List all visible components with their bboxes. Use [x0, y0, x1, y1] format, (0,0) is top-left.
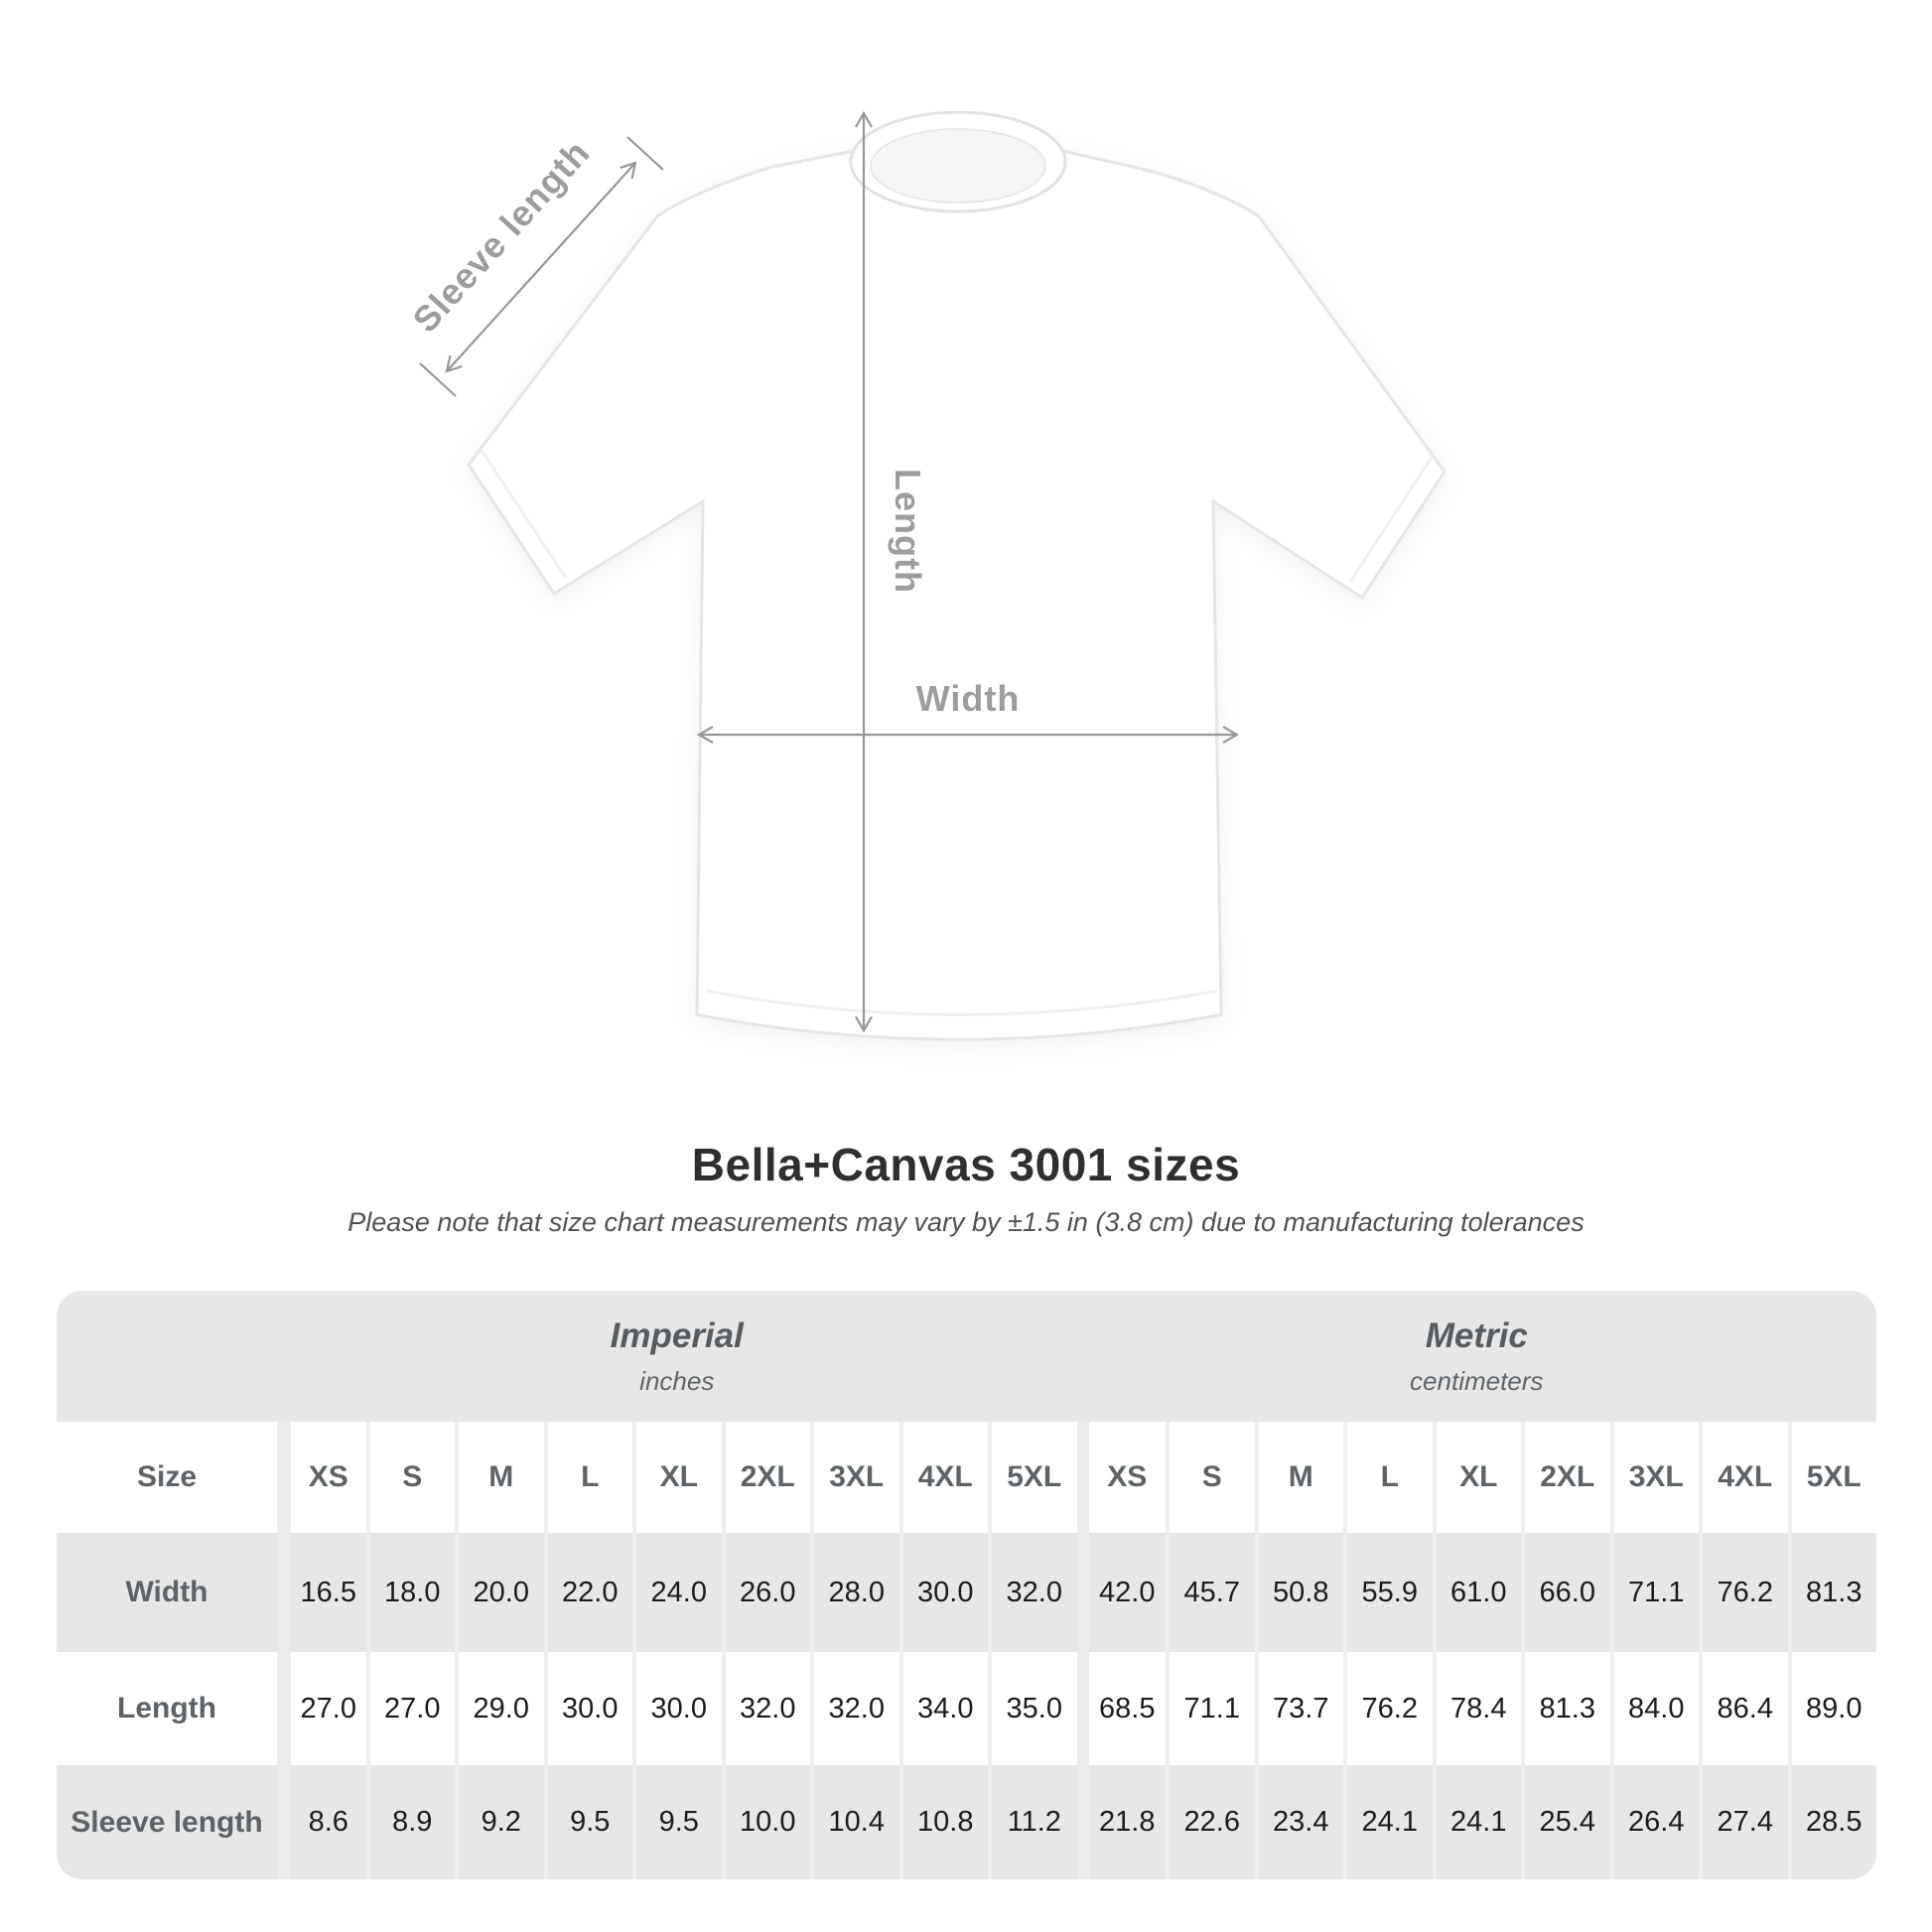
value-cell: 27.0	[366, 1652, 456, 1765]
value-cell: 50.8	[1255, 1533, 1344, 1652]
width-label: Width	[915, 678, 1021, 719]
page-subtitle: Please note that size chart measurements may vary by ±1.5 in (3.8 cm) due to manufacturing tolerances	[347, 1207, 1585, 1237]
group-unit: centimeters	[1410, 1365, 1544, 1396]
value-cell: 30.0	[632, 1652, 722, 1765]
group-name: Metric	[1425, 1315, 1528, 1355]
size-header-cell: 3XL	[810, 1422, 899, 1533]
value-cell: 23.4	[1255, 1765, 1344, 1879]
size-table	[57, 1291, 1876, 1879]
value-cell: 32.0	[988, 1533, 1077, 1652]
group-header-metric	[1077, 1291, 1877, 1422]
value-cell: 22.6	[1166, 1765, 1255, 1879]
value-cell: 89.0	[1788, 1652, 1877, 1765]
value-cell: 34.0	[899, 1652, 989, 1765]
size-header-cell: M	[1255, 1422, 1344, 1533]
value-cell: 10.0	[722, 1765, 811, 1879]
value-cell: 24.1	[1343, 1765, 1433, 1879]
value-cell: 71.1	[1166, 1652, 1255, 1765]
value-cell: 9.5	[632, 1765, 722, 1879]
size-column-header: Size	[57, 1422, 277, 1533]
size-header-cell: XS	[1077, 1422, 1167, 1533]
value-cell: 27.4	[1699, 1765, 1788, 1879]
value-cell: 45.7	[1166, 1533, 1255, 1652]
value-cell: 76.2	[1699, 1533, 1788, 1652]
value-cell: 35.0	[988, 1652, 1077, 1765]
value-cell: 84.0	[1610, 1652, 1700, 1765]
value-cell: 55.9	[1343, 1533, 1433, 1652]
value-cell: 61.0	[1433, 1533, 1522, 1652]
value-cell: 20.0	[455, 1533, 544, 1652]
group-unit: inches	[639, 1365, 715, 1396]
value-cell: 9.5	[544, 1765, 633, 1879]
value-cell: 22.0	[544, 1533, 633, 1652]
value-cell: 76.2	[1343, 1652, 1433, 1765]
size-header-cell: S	[1166, 1422, 1255, 1533]
value-cell: 18.0	[366, 1533, 456, 1652]
size-header-cell: 3XL	[1610, 1422, 1700, 1533]
value-cell: 27.0	[277, 1652, 366, 1765]
size-header-cell: XL	[1433, 1422, 1522, 1533]
value-cell: 30.0	[899, 1533, 989, 1652]
value-cell: 78.4	[1433, 1652, 1522, 1765]
row-label: Length	[57, 1652, 277, 1765]
value-cell: 8.6	[277, 1765, 366, 1879]
size-header-cell: 5XL	[1788, 1422, 1877, 1533]
value-cell: 32.0	[810, 1652, 899, 1765]
value-cell: 10.4	[810, 1765, 899, 1879]
value-cell: 25.4	[1521, 1765, 1610, 1879]
band-corner	[57, 1291, 277, 1422]
value-cell: 30.0	[544, 1652, 633, 1765]
value-cell: 73.7	[1255, 1652, 1344, 1765]
value-cell: 24.0	[632, 1533, 722, 1652]
value-cell: 29.0	[455, 1652, 544, 1765]
collar-opening	[871, 129, 1045, 203]
tshirt-outline	[469, 133, 1445, 1039]
title-block	[0, 1138, 1932, 1238]
value-cell: 24.1	[1433, 1765, 1522, 1879]
size-header-cell: 2XL	[1521, 1422, 1610, 1533]
size-header-cell: 4XL	[899, 1422, 989, 1533]
size-header-cell: L	[544, 1422, 633, 1533]
value-cell: 68.5	[1077, 1652, 1167, 1765]
value-cell: 26.4	[1610, 1765, 1700, 1879]
value-cell: 26.0	[722, 1533, 811, 1652]
value-cell: 66.0	[1521, 1533, 1610, 1652]
value-cell: 81.3	[1521, 1652, 1610, 1765]
value-cell: 9.2	[455, 1765, 544, 1879]
value-cell: 16.5	[277, 1533, 366, 1652]
value-cell: 21.8	[1077, 1765, 1167, 1879]
size-header-cell: M	[455, 1422, 544, 1533]
value-cell: 42.0	[1077, 1533, 1167, 1652]
size-header-cell: XS	[277, 1422, 366, 1533]
value-cell: 32.0	[722, 1652, 811, 1765]
value-cell: 10.8	[899, 1765, 989, 1879]
size-header-cell: XL	[632, 1422, 722, 1533]
size-header-cell: 2XL	[722, 1422, 811, 1533]
length-label: Length	[888, 469, 928, 594]
size-header-cell: L	[1343, 1422, 1433, 1533]
size-header-cell: 5XL	[988, 1422, 1077, 1533]
sleeve-length-label: Sleeve length	[404, 131, 598, 341]
row-label: Sleeve length	[57, 1765, 277, 1879]
value-cell: 86.4	[1699, 1652, 1788, 1765]
size-header-cell: S	[366, 1422, 456, 1533]
value-cell: 28.0	[810, 1533, 899, 1652]
value-cell: 8.9	[366, 1765, 456, 1879]
value-cell: 28.5	[1788, 1765, 1877, 1879]
size-header-cell: 4XL	[1699, 1422, 1788, 1533]
tshirt-image	[469, 112, 1445, 1039]
value-cell: 71.1	[1610, 1533, 1700, 1652]
group-header-imperial	[277, 1291, 1077, 1422]
value-cell: 81.3	[1788, 1533, 1877, 1652]
value-cell: 11.2	[988, 1765, 1077, 1879]
group-name: Imperial	[610, 1315, 744, 1355]
row-label: Width	[57, 1533, 277, 1652]
page-title: Bella+Canvas 3001 sizes	[691, 1139, 1241, 1190]
